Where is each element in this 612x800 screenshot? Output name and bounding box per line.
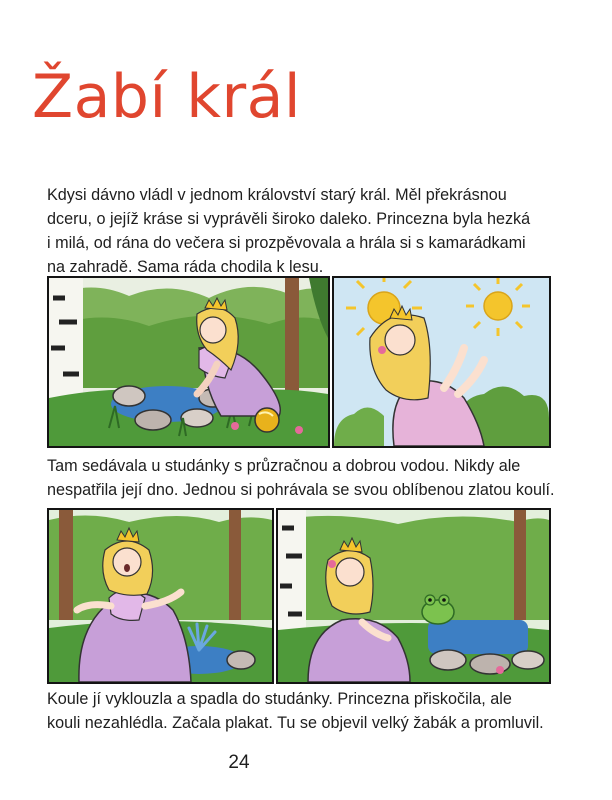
page-title: Žabí král bbox=[32, 62, 302, 133]
paragraph-2 bbox=[47, 454, 567, 502]
illustration-frog-appears bbox=[276, 508, 551, 684]
illustration-princess-at-well bbox=[47, 276, 330, 448]
text-line: Koule jí vyklouzla a spadla do studánky. Princezna přiskočila, ale bbox=[47, 690, 512, 708]
text-line: dceru, o jejíž kráse si vyprávěli široko daleko. Princezna byla hezká bbox=[47, 210, 531, 228]
text-line: na zahradě. Sama ráda chodila k lesu. bbox=[47, 258, 324, 276]
page-number: 24 bbox=[228, 752, 250, 773]
illustration-princess-and-sun-art bbox=[334, 278, 549, 446]
illustration-ball-splash bbox=[47, 508, 274, 684]
illustration-ball-splash-art bbox=[49, 510, 272, 682]
illustration-frog-appears-art bbox=[278, 510, 549, 682]
paragraph-3 bbox=[47, 687, 567, 735]
illustration-princess-at-well-art bbox=[49, 278, 328, 446]
paragraph-1 bbox=[47, 183, 567, 279]
text-line: nespatřila její dno. Jednou si pohrávala se svou oblíbenou zlatou koulí. bbox=[47, 481, 555, 499]
illustration-princess-and-sun bbox=[332, 276, 551, 448]
text-line: Tam sedávala u studánky s průzračnou a dobrou vodou. Nikdy ale bbox=[47, 457, 521, 475]
text-line: i milá, od rána do večera si prozpěvovala a hrála si s kamarádkami bbox=[47, 234, 526, 252]
text-line: kouli nezahlédla. Začala plakat. Tu se objevil velký žabák a promluvil. bbox=[47, 714, 544, 732]
text-line: Kdysi dávno vládl v jednom království starý král. Měl překrásnou bbox=[47, 186, 507, 204]
